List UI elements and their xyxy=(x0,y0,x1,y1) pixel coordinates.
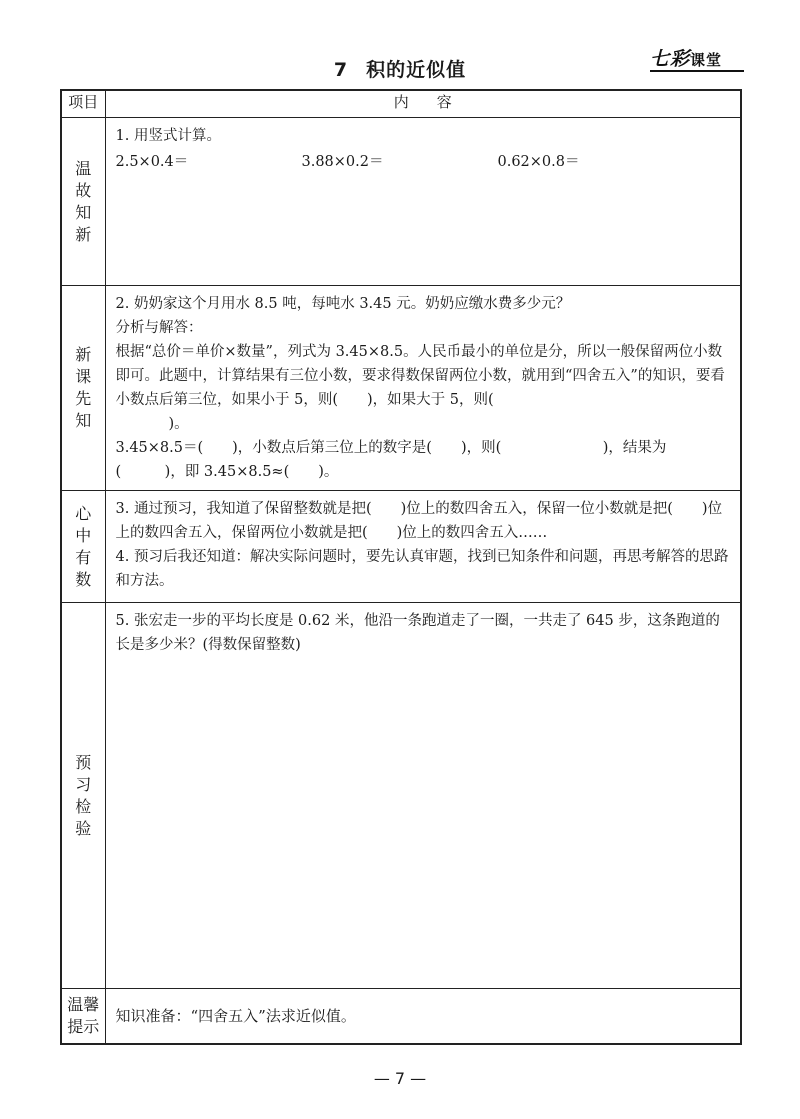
header-content: 内容 xyxy=(105,90,741,118)
section-label-preview: 新课先知 xyxy=(61,286,105,491)
section-content-check xyxy=(105,603,741,989)
brand-underline xyxy=(650,70,744,72)
question-1: 1. 用竖式计算。 xyxy=(115,128,221,144)
section-review xyxy=(61,118,741,286)
calc-item: 3.88×0.2＝ xyxy=(301,154,384,170)
analysis-heading: 分析与解答： xyxy=(115,320,203,336)
page-number: — 7 — xyxy=(373,1069,427,1088)
brand-logo xyxy=(650,44,750,70)
calc-row xyxy=(116,150,731,174)
section-check xyxy=(61,603,741,989)
section-label-check: 预习检验 xyxy=(61,603,105,989)
section-label-review: 温故知新 xyxy=(61,118,105,286)
tip-text: 知识准备：“四舍五入”法求近似值。 xyxy=(115,1007,356,1026)
section-content-review xyxy=(105,118,741,286)
calc-item: 2.5×0.4＝ xyxy=(115,154,189,170)
section-mind xyxy=(61,491,741,603)
table-header-row xyxy=(61,90,741,118)
question-2: 2. 奶奶家这个月用水 8.5 吨，每吨水 3.45 元。奶奶应缴水费多少元？ xyxy=(115,296,571,312)
calc-item: 0.62×0.8＝ xyxy=(497,154,580,170)
question-4: 4. 预习后我还知道：解决实际问题时，要先认真审题，找到已知条件和问题，再思考解答的思路和方法。 xyxy=(115,549,729,589)
lesson-number: 7 xyxy=(333,59,349,81)
analysis-text-cont: )。 xyxy=(139,416,189,432)
question-5: 5. 张宏走一步的平均长度是 0.62 米，他沿一条跑道走了一圈，一共走了 645 步，这条跑道的长是多少米？(得数保留整数) xyxy=(115,613,720,653)
worksheet-table xyxy=(60,89,742,1045)
section-content-preview xyxy=(105,286,741,491)
brand-part2: 课堂 xyxy=(690,51,723,69)
section-content-tip xyxy=(105,989,741,1044)
section-label-mind: 心中有数 xyxy=(61,491,105,603)
section-label-tip: 温馨提示 xyxy=(61,989,105,1044)
lesson-title: 积的近似值 xyxy=(366,59,467,81)
analysis-text: 根据“总价＝单价×数量”，列式为 3.45×8.5。人民币最小的单位是分，所以一般保留两位小数即可。此题中，计算结果有三位小数，要求得数保留两位小数，就用到“四舍五入”的知识，要看小数点后第三位，如果小于 5，则( )，如果大于 5，则( xyxy=(115,344,725,408)
header-item: 项目 xyxy=(61,90,105,118)
question-3: 3. 通过预习，我知道了保留整数就是把( )位上的数四舍五入，保留一位小数就是把( )位上的数四舍五入，保留两位小数就是把( )位上的数四舍五入…… xyxy=(115,501,723,541)
section-preview xyxy=(61,286,741,491)
fill-blank-line: 3.45×8.5＝( )，小数点后第三位上的数字是( )，则( )，结果为( )，即 3.45×8.5≈( )。 xyxy=(115,440,667,480)
brand-part1: 七彩 xyxy=(650,48,691,70)
section-tip xyxy=(61,989,741,1044)
section-content-mind xyxy=(105,491,741,603)
